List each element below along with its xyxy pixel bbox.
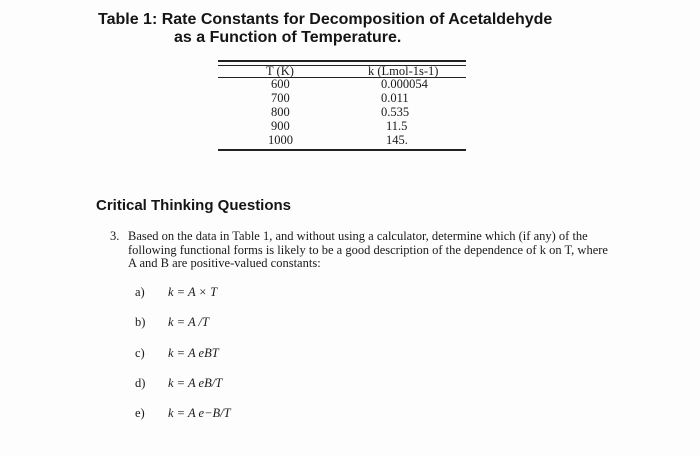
cell-rate-constant: 0.011 <box>381 91 409 105</box>
table-title <box>98 11 658 47</box>
cell-rate-constant: 0.535 <box>381 105 410 119</box>
option-formula: k = A eBT <box>168 346 219 360</box>
cell-rate-constant: 11.5 <box>386 119 408 133</box>
option-formula: k = A e−B/T <box>168 406 231 420</box>
rate-constants-table <box>218 60 466 152</box>
cell-rate-constant: 0.000054 <box>381 77 428 91</box>
option-letter: c) <box>135 346 145 360</box>
option-formula: k = A /T <box>168 315 209 329</box>
table-top-rule <box>218 60 466 62</box>
cell-temperature: 1000 <box>268 133 293 147</box>
option-letter: b) <box>135 315 146 329</box>
option-formula: k = A eB/T <box>168 376 223 390</box>
cell-temperature: 800 <box>271 105 290 119</box>
section-heading: Critical Thinking Questions <box>96 197 292 214</box>
cell-temperature: 700 <box>271 91 290 105</box>
option-letter: a) <box>135 285 145 299</box>
cell-temperature: 600 <box>271 77 290 91</box>
header-temperature: T (K) <box>266 64 294 78</box>
option-letter: e) <box>135 406 145 420</box>
table-title-line1: Table 1: Rate Constants for Decomposition of Acetaldehyde <box>98 11 553 28</box>
table-bottom-rule <box>218 149 466 151</box>
header-rate-constant: k (Lmol-1s-1) <box>368 64 439 78</box>
option-letter: d) <box>135 376 146 390</box>
question-number: 3. <box>110 229 120 243</box>
option-formula: k = A × T <box>168 285 218 299</box>
table-title-line2: as a Function of Temperature. <box>174 29 402 46</box>
question-text: Based on the data in Table 1, and without using a calculator, determine which (if any) of the following functional forms is likely to be a good description of the dependence of k on T, where A and B are positive-valued constants: <box>128 229 608 270</box>
cell-temperature: 900 <box>271 119 290 133</box>
cell-rate-constant: 145. <box>386 133 408 147</box>
